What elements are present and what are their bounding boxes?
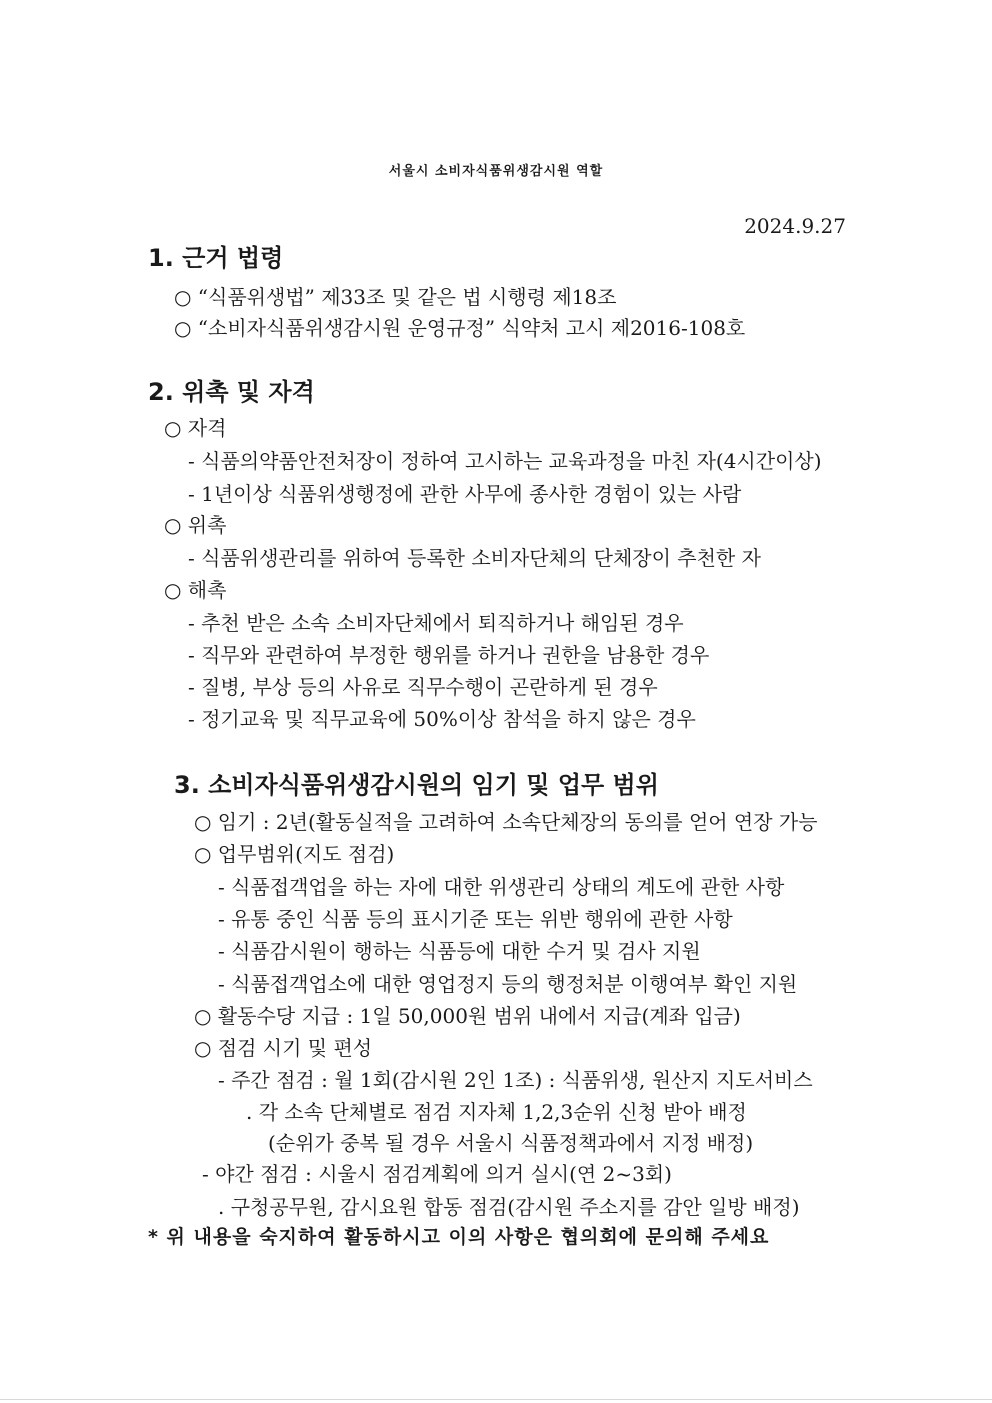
night-inspection-detail: . 구청공무원, 감시요원 합동 점검(감시원 주소지를 감안 일방 배정) bbox=[218, 1195, 800, 1219]
appointment-item: - 식품위생관리를 위하여 등록한 소비자단체의 단체장이 추천한 자 bbox=[188, 546, 761, 570]
section-3-heading: 3. 소비자식품위생감시원의 임기 및 업무 범위 bbox=[174, 771, 659, 799]
scope-item: - 유통 중인 식품 등의 표시기준 또는 위반 행위에 관한 사항 bbox=[218, 907, 733, 931]
allowance-item: ○ 활동수당 지급 : 1일 50,000원 범위 내에서 지급(계좌 입금) bbox=[194, 1004, 741, 1028]
section-1-heading: 1. 근거 법령 bbox=[148, 244, 284, 272]
dismissal-label: ○ 해촉 bbox=[164, 578, 227, 602]
daytime-inspection: - 주간 점검 : 월 1회(감시원 2인 1조) : 식품위생, 원산지 지도서비스 bbox=[218, 1068, 813, 1092]
term-item: ○ 임기 : 2년(활동실적을 고려하여 소속단체장의 동의를 얻어 연장 가능 bbox=[194, 810, 818, 834]
scope-item: - 식품접객업을 하는 자에 대한 위생관리 상태의 계도에 관한 사항 bbox=[218, 875, 785, 899]
scan-edge-divider bbox=[0, 1399, 992, 1400]
document-date: 2024.9.27 bbox=[744, 214, 846, 238]
section-2-heading: 2. 위촉 및 자격 bbox=[148, 378, 315, 406]
night-inspection: - 야간 점검 : 시울시 점검계획에 의거 실시(연 2~3회) bbox=[202, 1162, 672, 1186]
scope-item: - 식품접객업소에 대한 영업정지 등의 행정처분 이행여부 확인 지원 bbox=[218, 972, 798, 996]
page-title: 서울시 소비자식품위생감시원 역할 bbox=[388, 164, 604, 179]
dismissal-item: - 정기교육 및 직무교육에 50%이상 참석을 하지 않은 경우 bbox=[188, 707, 696, 731]
appointment-label: ○ 위촉 bbox=[164, 513, 227, 537]
scope-item: - 식품감시원이 행하는 식품등에 대한 수거 및 검사 지원 bbox=[218, 939, 701, 963]
daytime-inspection-detail: (순위가 중복 될 경우 서울시 식품정책과에서 지정 배정) bbox=[268, 1131, 754, 1155]
legal-basis-item: ○ “소비자식품위생감시원 운영규정” 식약처 고시 제2016-108호 bbox=[174, 316, 746, 340]
legal-basis-item: ○ “식품위생법” 제33조 및 같은 법 시행령 제18조 bbox=[174, 285, 617, 309]
dismissal-item: - 직무와 관련하여 부정한 행위를 하거나 권한을 남용한 경우 bbox=[188, 643, 710, 667]
footnote: * 위 내용을 숙지하여 활동하시고 이의 사항은 협의회에 문의해 주세요 bbox=[148, 1226, 770, 1248]
qualification-item: - 1년이상 식품위생행정에 관한 사무에 종사한 경험이 있는 사람 bbox=[188, 482, 742, 506]
qualification-item: - 식품의약품안전처장이 정하여 고시하는 교육과정을 마친 자(4시간이상) bbox=[188, 449, 822, 473]
qualification-label: ○ 자격 bbox=[164, 416, 227, 440]
inspection-label: ○ 점검 시기 및 편성 bbox=[194, 1036, 373, 1060]
dismissal-item: - 질병, 부상 등의 사유로 직무수행이 곤란하게 된 경우 bbox=[188, 675, 658, 699]
dismissal-item: - 추천 받은 소속 소비자단체에서 퇴직하거나 해임된 경우 bbox=[188, 611, 684, 635]
daytime-inspection-detail: . 각 소속 단체별로 점검 지자체 1,2,3순위 신청 받아 배정 bbox=[246, 1100, 747, 1124]
scope-label: ○ 업무범위(지도 점검) bbox=[194, 842, 395, 866]
